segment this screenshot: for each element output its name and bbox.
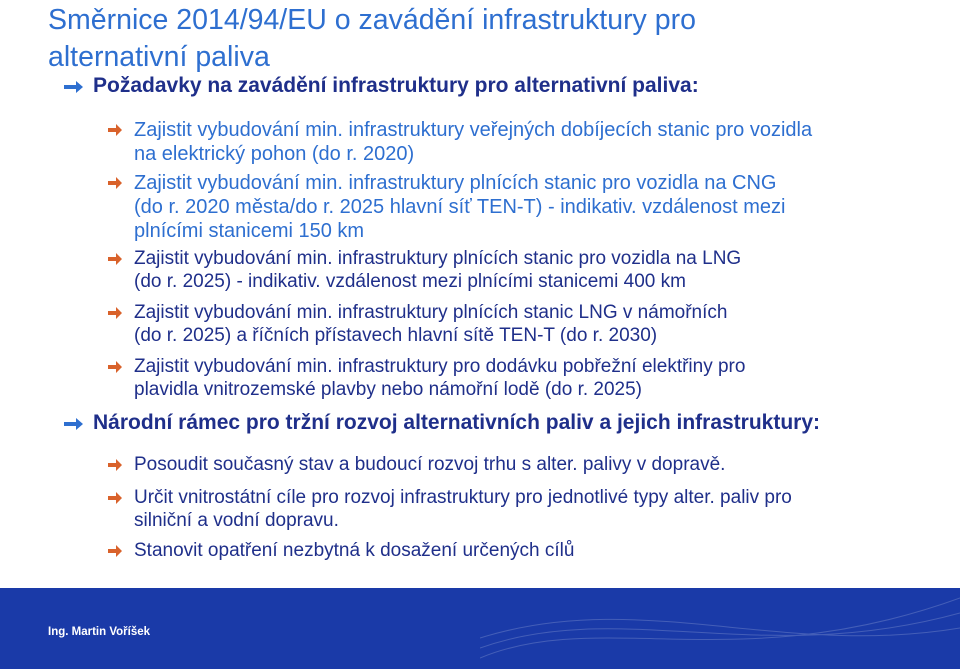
- list-item-line: Zajistit vybudování min. infrastruktury plnících stanic pro vozidla na CNG: [134, 172, 777, 194]
- chevron-right-icon: [108, 492, 122, 504]
- list-item-line: Posoudit současný stav a budoucí rozvoj trhu s alter. palivy v dopravě.: [134, 454, 726, 475]
- section-heading-requirements: [64, 73, 699, 99]
- list-item: [108, 486, 792, 532]
- decorative-lines: [480, 588, 960, 669]
- list-item-line: Stanovit opatření nezbytná k dosažení určených cílů: [134, 540, 575, 561]
- list-item-line: plnícími stanicemi 150 km: [134, 220, 365, 242]
- section-heading-text: Národní rámec pro tržní rozvoj alternativních paliv a jejich infrastruktury:: [93, 411, 821, 434]
- chevron-right-icon: [108, 545, 122, 557]
- list-item-line: Zajistit vybudování min. infrastruktury plnících stanic LNG v námořních: [134, 302, 728, 323]
- chevron-right-icon: [108, 253, 122, 265]
- section-heading-national-framework: [64, 410, 820, 436]
- list-item-line: Určit vnitrostátní cíle pro rozvoj infrastruktury pro jednotlivé typy alter. paliv pro: [134, 487, 792, 508]
- list-item-line: (do r. 2025) a říčních přístavech hlavní sítě TEN-T (do r. 2030): [134, 325, 658, 346]
- list-item: [108, 539, 574, 562]
- list-item-line: na elektrický pohon (do r. 2020): [134, 143, 415, 165]
- list-item-line: (do r. 2020 města/do r. 2025 hlavní síť TEN-T) - indikativ. vzdálenost mezi: [134, 196, 786, 218]
- list-item: [108, 355, 745, 401]
- list-item-line: Zajistit vybudování min. infrastruktury plnících stanic pro vozidla na LNG: [134, 248, 742, 269]
- list-item: [108, 171, 786, 243]
- chevron-right-icon: [108, 124, 122, 136]
- arrow-right-icon: [64, 80, 84, 94]
- list-item: [108, 118, 812, 166]
- list-item-line: plavidla vnitrozemské plavby nebo námořní lodě (do r. 2025): [134, 379, 643, 400]
- list-item-line: Zajistit vybudování min. infrastruktury pro dodávku pobřežní elektřiny pro: [134, 356, 746, 377]
- chevron-right-icon: [108, 307, 122, 319]
- slide-title-line-2: alternativní paliva: [48, 41, 270, 73]
- slide-title-line-1: Směrnice 2014/94/EU o zavádění infrastruktury pro: [48, 4, 696, 36]
- list-item-line: (do r. 2025) - indikativ. vzdálenost mezi plnícími stanicemi 400 km: [134, 271, 686, 292]
- slide-title: [48, 2, 938, 76]
- footer-author: Ing. Martin Voříšek: [48, 626, 151, 638]
- list-item: [108, 301, 727, 347]
- footer-bar: [0, 588, 960, 669]
- chevron-right-icon: [108, 177, 122, 189]
- list-item-line: silniční a vodní dopravu.: [134, 510, 339, 531]
- list-item-line: Zajistit vybudování min. infrastruktury veřejných dobíjecích stanic pro vozidla: [134, 119, 813, 141]
- list-item: [108, 453, 725, 476]
- section-heading-text: Požadavky na zavádění infrastruktury pro alternativní paliva:: [93, 74, 699, 97]
- arrow-right-icon: [64, 417, 84, 431]
- chevron-right-icon: [108, 459, 122, 471]
- chevron-right-icon: [108, 361, 122, 373]
- list-item: [108, 247, 741, 293]
